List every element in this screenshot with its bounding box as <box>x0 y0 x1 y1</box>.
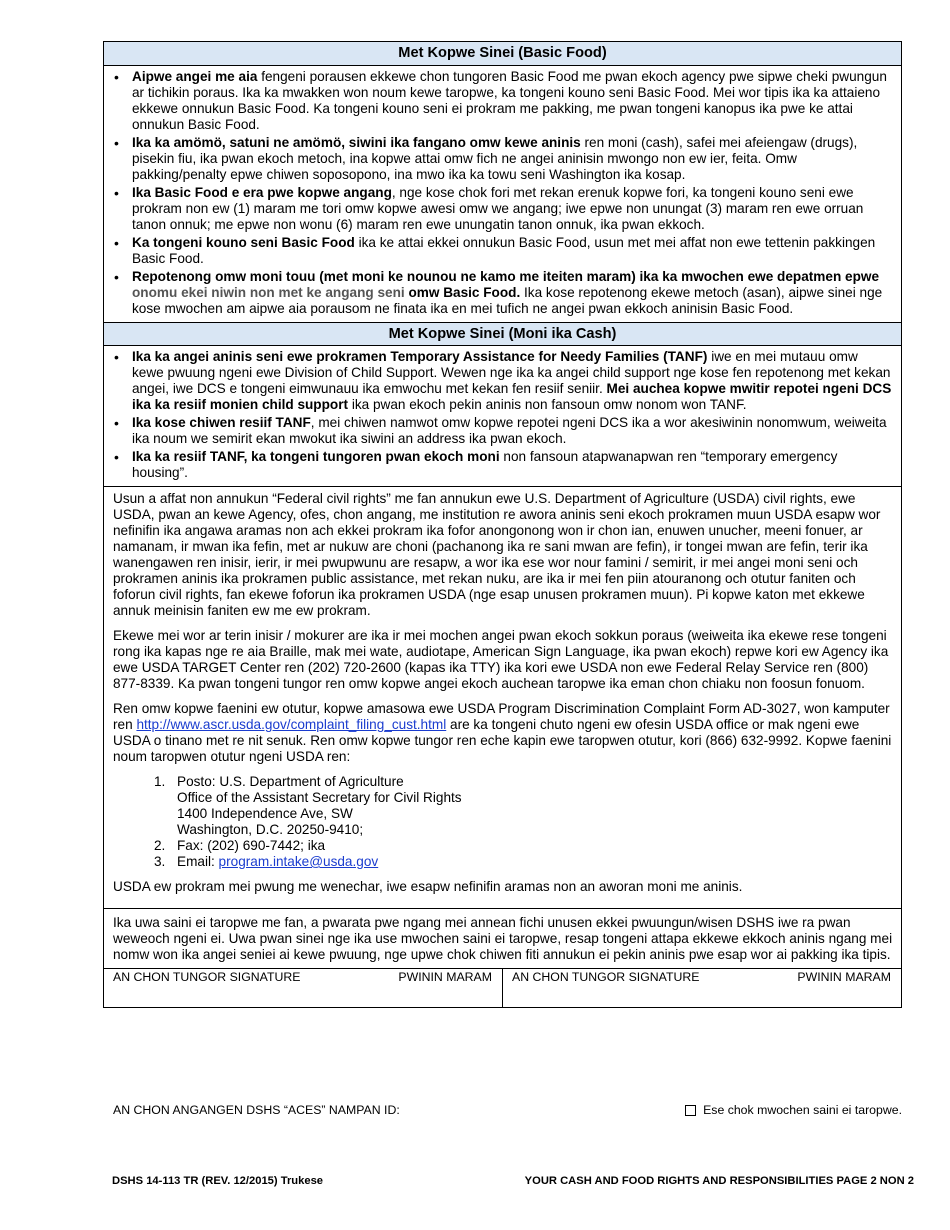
civil-rights-section <box>104 486 901 908</box>
list-item: 2. Fax: (202) 690-7442; ika <box>154 838 326 853</box>
signature-field-left[interactable] <box>104 969 502 1007</box>
list-item: • Ka tongeni kouno seni Basic Food ika ke attai ekkei onnukun Basic Food, usun met mei affat non ewe tettenin pakkingen Basic Food. <box>113 235 893 267</box>
complaint-paragraph: Ren omw kopwe faenini ew otutur, kopwe amasowa ewe USDA Program Discrimination Complaint Form AD-3027, won kamputer ren http://www.ascr.usda.gov/complaint_filing_cust.html are ka tongeni chuto ngeni ew ofesin USDA office or mak ngeni ewe USDA o tinano met re nit senuk. Ren omw kopwe tungor ren eche kapin ewe taropwen otutur, kori (866) 632-9992. Kopwe faenini noum taropwen otutur ngeni USDA ren: <box>113 701 892 764</box>
list-item: • Ika ka angei aninis seni ewe prokramen Temporary Assistance for Needy Families (TANF) iwe en mei mutauu omw kewe pwuung ngeni ewe Division of Child Support. Wewen nge ika ka angei child support nge kose fen repotenong met kekan angei, iwe DCS e tongeni eimwunauu ika emwochu met kekan fen resiif seniir. Mei auchea kopwe mwitir repotei ngeni DCS ika ka resiif monien child support ika pwan ekoch pekin aninis non fansoun omw nonom won TANF. <box>113 349 893 413</box>
signature-row <box>104 968 901 1007</box>
list-item: 1. Posto: U.S. Department of Agriculture Office of the Assistant Secretary for Civil Rights 1400 Independence Ave, SW Washington, D.C. 20250-9410; <box>154 774 462 837</box>
form-frame <box>103 41 902 1008</box>
list-item: • Ika Basic Food e era pwe kopwe angang, nge kose chok fori met rekan erenuk kopwe fori, ka tongeni kouno seni ewe prokram non ew (1) maram me tori omw kopwe awesi omw we angang; iwe epwe non unungat (3) maram ren ewe orruan tanon onnuk; me epwe non wonu (6) maram ren ewe unungatin tanon onnuk, ika pwan ekkoch. <box>113 185 893 233</box>
page-footer-title: YOUR CASH AND FOOD RIGHTS AND RESPONSIBILITIES PAGE 2 NON 2 <box>524 1175 914 1187</box>
cash-heading: Met Kopwe Sinei (Moni ika Cash) <box>104 322 901 346</box>
cash-list <box>104 346 901 486</box>
list-item: 3. Email: program.intake@usda.gov <box>154 854 379 869</box>
equal-opportunity-paragraph: USDA ew prokram mei pwung me wenechar, iwe esapw nefinifin aramas non an aworan moni me aninis. <box>113 879 743 894</box>
decline-signature-option[interactable] <box>685 1102 902 1118</box>
basic-food-list <box>104 66 901 322</box>
complaint-form-link[interactable]: http://www.ascr.usda.gov/complaint_filing_cust.html <box>136 717 447 732</box>
complaint-address-list <box>113 774 893 870</box>
form-number: DSHS 14-113 TR (REV. 12/2015) Trukese <box>112 1175 324 1187</box>
consent-statement: Ika uwa saini ei taropwe me fan, a pwarata pwe ngang mei annean fichi unusen ekkei pwuungun/wisen DSHS iwe ra pwan weweoch ngeni ei. Uwa pwan sinei nge ika use mwochen saini ei taropwe, resap tongeni attapa ekkewe ekkoch aninis ngang mei nomw won ika angei seniei ai kewe pwuung, nge upwe chok chiwen fiti annukun ei pekin aninis pwe esap wor ai pakking ika tipis. <box>104 908 901 968</box>
date-label: PWININ MARAM <box>398 970 492 984</box>
aces-id-label: AN CHON ANGANGEN DSHS “ACES” NAMPAN ID: <box>113 1103 400 1117</box>
list-item: • Ika kose chiwen resiif TANF, mei chiwen namwot omw kopwe repotei ngeni DCS ika a wor akesiwinin nonomwum, weiweita ika noum we semirit ekan mwokut ika siwini an address ika pwan ekoch. <box>113 415 893 447</box>
date-label: PWININ MARAM <box>797 970 891 984</box>
signature-label: AN CHON TUNGOR SIGNATURE <box>512 970 700 984</box>
list-item: • Repotenong omw moni touu (met moni ke nounou ne kamo me iteiten maram) ika ka mwochen ewe depatmen epwe onomu ekei niwin non met ke angang seni omw Basic Food. Ika kose repotenong ekewe metoch (asan), aipwe sinei nge kose mwochen am aipwe aia porausom ne finata ika en mei tufich ne angei pwan ekkoch aninisin Basic Food. <box>113 269 893 317</box>
accessibility-paragraph: Ekewe mei wor ar terin inisir / mokurer are ika ir mei mochen angei pwan ekoch sokkun poraus (weiweita ika ekewe rese tongeni rong ika kapas nge re aia Braille, mak mei wate, audiotape, American Sign Language, ika pwan ekoch) repwe kori ew Agency ika ewe USDA TARGET Center ren (202) 720-2600 (kapas ika TTY) ika kori ewe USDA non ewe Federal Relay Service ren (800) 877-8339. Ka pwan tongeni tungor ren omw kopwe angei ekoch auchean taropwe ika eman chon chiaku non foosun fonuom. <box>113 628 889 691</box>
email-link[interactable]: program.intake@usda.gov <box>218 854 379 869</box>
decline-signature-checkbox[interactable] <box>685 1105 696 1116</box>
list-item: • Aipwe angei me aia fengeni porausen ekkewe chon tungoren Basic Food me pwan ekoch agency pwe sipwe cheki pwungun ar tichikin poraus. Ika ka mwakken won noum kewe taropwe, ka tongeni kouno seni Basic Food. Mei wor tipis ika ka attaieno ekkewe onnukun Basic Food. Ka tongeni kouno seni ei prokram me pakking, me pwan tongeni kanopus ika pwe ke attai onnukun Basic Food. <box>113 69 893 133</box>
list-item: • Ika ka resiif TANF, ka tongeni tungoren pwan ekoch moni non fansoun atapwanapwan ren “temporary emergency housing”. <box>113 449 893 481</box>
signature-field-right[interactable] <box>502 969 901 1007</box>
list-item: • Ika ka amömö, satuni ne amömö, siwini ika fangano omw kewe aninis ren moni (cash), safei mei afeiengaw (drugs), pisekin fiu, ika pwan ekoch metoch, ina kopwe attai omw fich ne angei aninisin mwongo non ew ier, feita. Omw pakking/penalty epwe chiwen soposopono, ina mwo ika ka towu seni Washington ika kosap. <box>113 135 893 183</box>
signature-label: AN CHON TUNGOR SIGNATURE <box>113 970 301 984</box>
civil-rights-paragraph: Usun a affat non annukun “Federal civil rights” me fan annukun ewe U.S. Department of Agriculture (USDA) civil rights, ewe USDA, pwan an kewe Agency, ofes, chon angang, me institution re awora aninis seni ekoch prokramen muun USDA esapw wor nefinifin ika angawa aramas non ach ekkei prokram ika fofor anongonong won ir chon ian, enuwen unucher, meeni fonuer, ar namanam, ir mwan ika fefin, met ar nukuw are choni (pachanong ika re sani mwan are fefin), ir tongei mwan are fefin, terir ika wanengawen ren inisir, ierir, ir mei pwupwunu are resapw, a wor ika ese wor nour famini / semirit, ir mei angei moni seni och prokramen aninis ika prokramen public assistance, met rekan nuku, are ika ir mei fen piin atouranong och otutur faniten och foforun civil rights, fan ekewe foforun ika prokramen USDA (nge esap unusen prokramen muun). Pi kopwe katon met ekkewe annuk meinisin faniten ew me ew prokram. <box>113 491 881 618</box>
decline-signature-label: Ese chok mwochen saini ei taropwe. <box>703 1103 902 1117</box>
basic-food-heading: Met Kopwe Sinei (Basic Food) <box>104 42 901 66</box>
